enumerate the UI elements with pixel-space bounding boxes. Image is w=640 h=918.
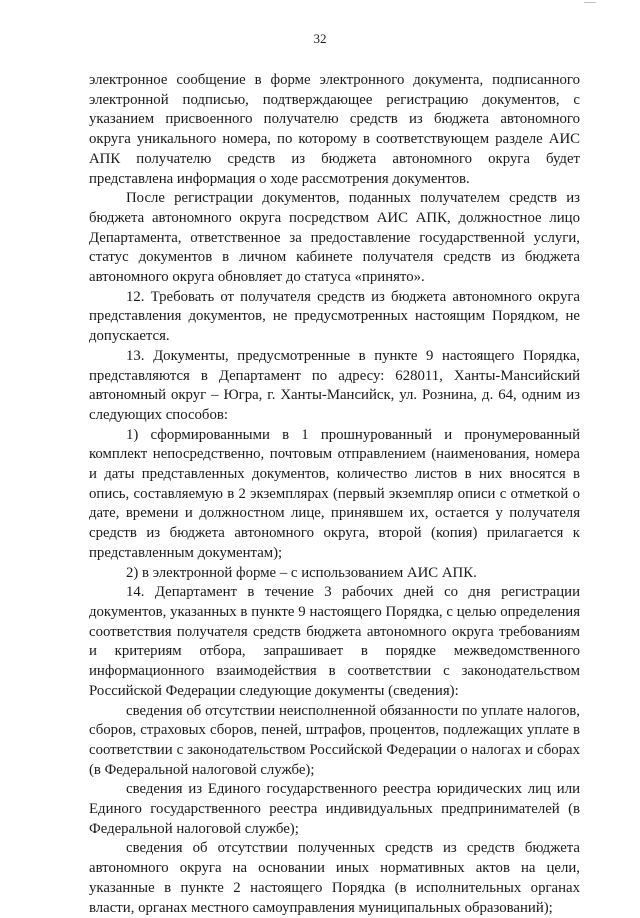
paragraph-registry-info: сведения из Единого государственного реестра юридических лиц или Единого государственного реестра индивидуальных предпринимателей (в Федеральной налоговой службе); (89, 781, 580, 837)
paragraph-budget-funds-info: сведения об отсутствии полученных средств из средств бюджета автономного округа на основании иных нормативных актов на цели, указанные в пункте 2 настоящего Порядка (в исполнительных органах власти, органах местного самоуправления муниципальных образований); (89, 840, 580, 916)
paragraph-registration-status: После регистрации документов, поданных получателем средств из бюджета автономного округа посредством АИС АПК, должностное лицо Департамента, ответственное за предоставление государственной услуги, статус документов в личном кабинете получателя средств из бюджета автономного округа обновляет до статуса «принято». (89, 190, 580, 286)
paragraph-item-12: 12. Требовать от получателя средств из бюджета автономного округа представления документов, не предусмотренных настоящим Порядком, не допускается. (89, 288, 580, 345)
document-body (89, 71, 580, 918)
paragraph-item-13: 13. Документы, предусмотренные в пункте 9 настоящего Порядка, представляются в Департамент по адресу: 628011, Ханты-Мансийский автономный округ – Югра, г. Ханты-Мансийск, ул. Рознина, д. 64, одним из следующих способов: (89, 347, 580, 423)
paragraph-method-1: 1) сформированными в 1 прошнурованный и пронумерованный комплект непосредственно, почтовым отправлением (наименования, номера и даты представленных документов, количество листов в них вносятся в опись, составляемую в 2 экземплярах (первый экземпляр описи с отметкой о дате, времени и должностном лице, принявшем их, остается у получателя средств из бюджета автономного округа, второй (копия) прилагается к представленным документам); (89, 426, 580, 561)
paragraph-tax-info: сведения об отсутствии неисполненной обязанности по уплате налогов, сборов, страховых сборов, пеней, штрафов, процентов, подлежащих уплате в соответствии с законодательством Российской Федерации о налогах и сборах (в Федеральной налоговой службе); (89, 702, 580, 778)
paragraph-item-14: 14. Департамент в течение 3 рабочих дней со дня регистрации документов, указанных в пункте 9 настоящего Порядка, с целью определения соответствия получателя средств бюджета автономного округа требованиям и критериям отбора, запрашивает в порядке межведомственного информационного взаимодействия в соответствии с законодательством Российской Федерации следующие документы (сведения): (89, 584, 580, 699)
corner-scan-mark (584, 2, 596, 6)
paragraph-continuation: электронное сообщение в форме электронного документа, подписанного электронной подписью, подтверждающее регистрацию документов, с указанием присвоенного получателю средств из бюджета автономного округа уникального номера, по которому в соответствующем разделе АИС АПК получателю средств из бюджета автономного округа будет представлена информация о ходе рассмотрения документов. (89, 72, 580, 187)
paragraph-method-2: 2) в электронной форме – с использованием АИС АПК. (126, 564, 477, 581)
page-number: 32 (313, 31, 327, 46)
